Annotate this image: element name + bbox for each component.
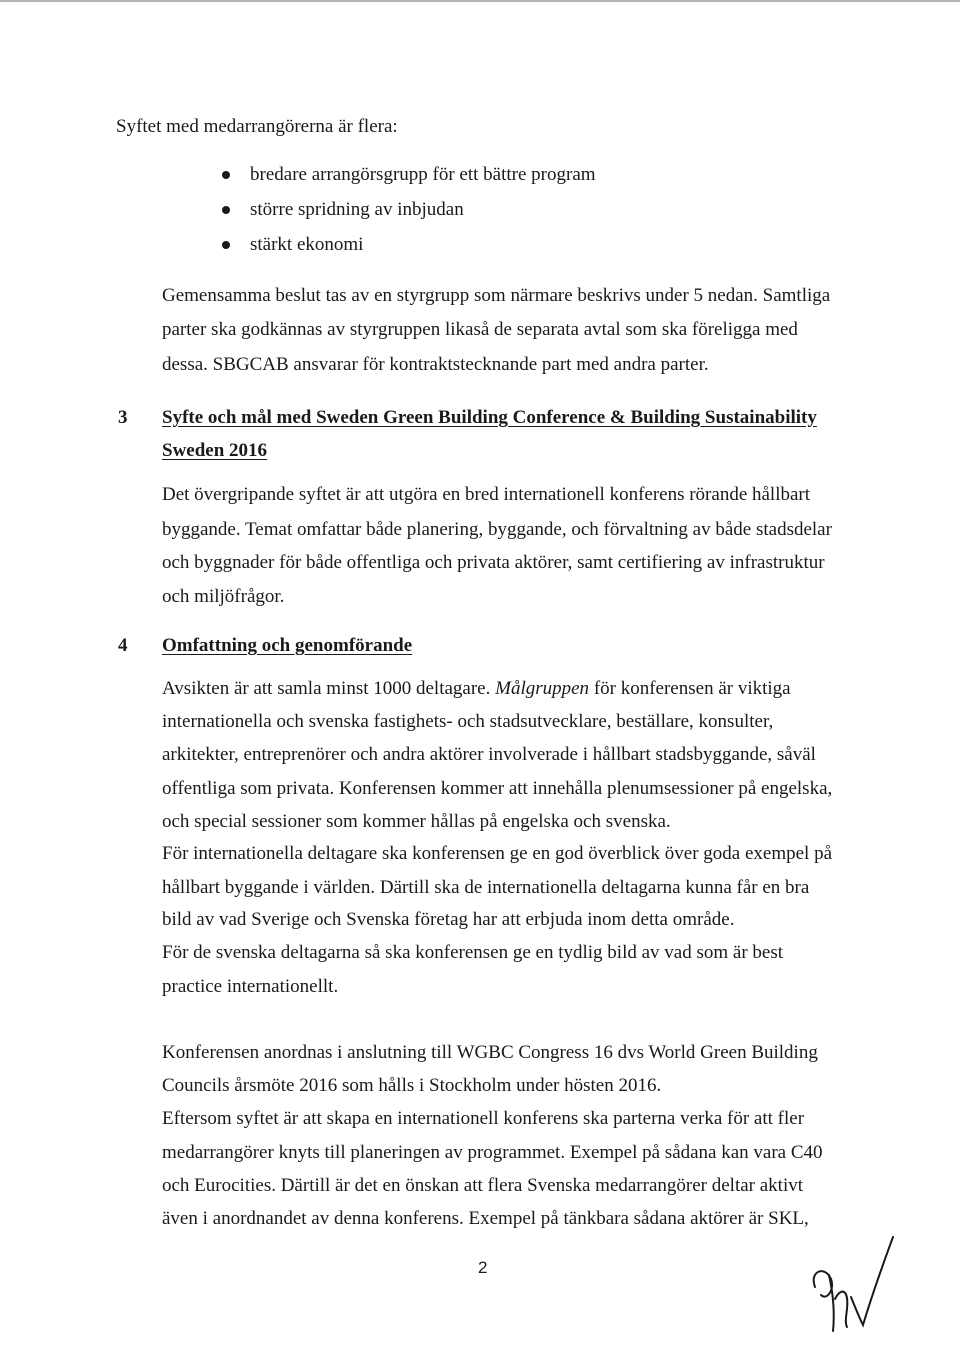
bullet-item: bredare arrangörsgrupp för ett bättre program [250, 164, 596, 185]
paragraph-line: och miljöfrågor. [162, 586, 285, 607]
paragraph-line: offentliga som privata. Konferensen kommer att innehålla plenumsessioner på engelska, [162, 778, 833, 799]
paragraph-line: internationella och svenska fastighets- och stadsutvecklare, beställare, konsulter, [162, 711, 774, 732]
paragraph-line [162, 677, 791, 701]
section-number: 4 [118, 635, 128, 656]
paragraph-line: Councils årsmöte 2016 som hålls i Stockholm under hösten 2016. [162, 1075, 662, 1096]
paragraph-line: För de svenska deltagarna så ska konferensen ge en tydlig bild av vad som är best [162, 942, 784, 963]
paragraph-line: Gemensamma beslut tas av en styrgrupp som närmare beskrivs under 5 nedan. Samtliga [162, 285, 831, 306]
paragraph-line: byggande. Temat omfattar både planering, byggande, och förvaltning av både stadsdelar [162, 519, 832, 540]
section-number: 3 [118, 407, 128, 428]
signature-initials-icon [805, 1235, 895, 1335]
section-heading: Syfte och mål med Sweden Green Building Conference & Building Sustainability [162, 407, 817, 428]
paragraph-line: arkitekter, entreprenörer och andra aktörer involverade i hållbart stadsbyggande, såväl [162, 744, 816, 765]
paragraph-line: parter ska godkännas av styrgruppen likaså de separata avtal som ska föreligga med [162, 319, 798, 340]
page-number: 2 [478, 1258, 488, 1277]
italic-term: Målgruppen [495, 678, 590, 699]
bullet-dot-icon [222, 171, 230, 179]
intro-line: Syftet med medarrangörerna är flera: [116, 116, 398, 137]
section-heading: Sweden 2016 [162, 440, 268, 461]
paragraph-line: hållbart byggande i världen. Därtill ska de internationella deltagarna kunna får en bra [162, 877, 810, 898]
text-span: Avsikten är att samla minst 1000 deltagare. [162, 678, 496, 699]
paragraph-line: och byggnader för både offentliga och privata aktörer, samt certifiering av infrastruktur [162, 552, 825, 573]
text-span: för konferensen är viktiga [589, 678, 791, 699]
paragraph-line: och special sessioner som kommer hållas på engelska och svenska. [162, 811, 671, 832]
paragraph-line: och Eurocities. Därtill är det en önskan att flera Svenska medarrangörer deltar aktivt [162, 1175, 803, 1196]
paragraph-line: Det övergripande syftet är att utgöra en bred internationell konferens rörande hållbart [162, 484, 811, 505]
paragraph-line: Eftersom syftet är att skapa en internationell konferens ska parterna verka för att fler [162, 1108, 805, 1129]
bullet-dot-icon [222, 241, 230, 249]
bullet-item: stärkt ekonomi [250, 234, 364, 255]
paragraph-line: För internationella deltagare ska konferensen ge en god överblick över goda exempel på [162, 843, 833, 864]
paragraph-line: bild av vad Sverige och Svenska företag har att erbjuda inom detta område. [162, 909, 735, 930]
paragraph-line: även i anordnandet av denna konferens. Exempel på tänkbara sådana aktörer är SKL, [162, 1208, 809, 1229]
bullet-dot-icon [222, 206, 230, 214]
paragraph-line: Konferensen anordnas i anslutning till WGBC Congress 16 dvs World Green Building [162, 1042, 818, 1063]
bullet-item: större spridning av inbjudan [250, 199, 464, 220]
paragraph-line: medarrangörer knyts till planeringen av programmet. Exempel på sådana kan vara C40 [162, 1142, 823, 1163]
section-heading: Omfattning och genomförande [162, 635, 413, 656]
scan-edge-line [0, 0, 960, 2]
paragraph-line: dessa. SBGCAB ansvarar för kontraktstecknande part med andra parter. [162, 354, 709, 375]
paragraph-line: practice internationellt. [162, 976, 339, 997]
